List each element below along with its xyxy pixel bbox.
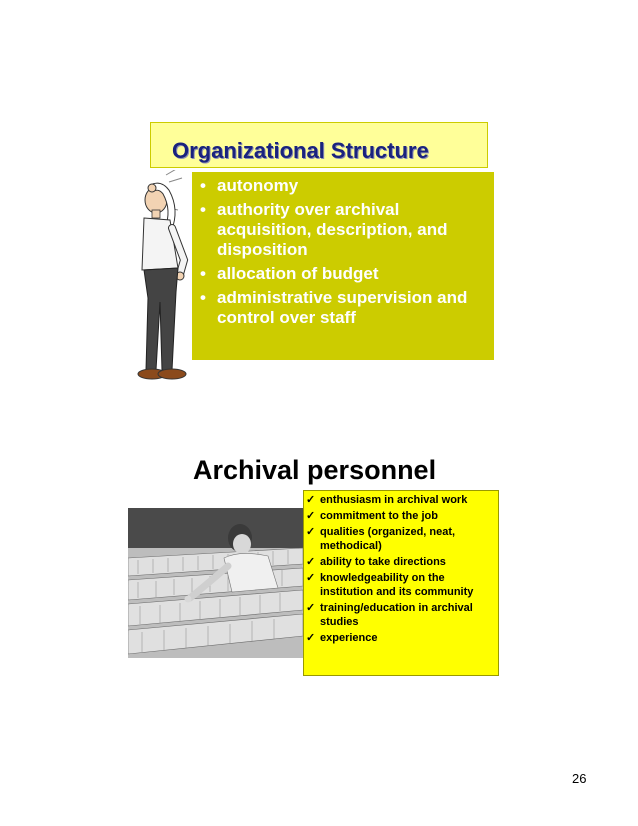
check-icon: ✓ <box>306 602 316 614</box>
slide-title: Organizational Structure <box>172 138 429 163</box>
checklist-item: ✓ enthusiasm in archival work <box>306 494 468 506</box>
bullet-item: • authority over archival acquisition, description, and disposition <box>198 200 488 260</box>
checklist-item: ✓ ability to take directions <box>306 556 446 568</box>
check-icon: ✓ <box>306 632 316 644</box>
bullet-item: • allocation of budget <box>198 264 488 284</box>
checklist-item: ✓ commitment to the job <box>306 510 438 522</box>
bullet-item: • administrative supervision and control over staff <box>198 288 488 328</box>
check-icon: ✓ <box>306 572 316 584</box>
checklist-item: ✓ knowledgeability on the institution and its community <box>306 572 474 598</box>
checklist-item: ✓ training/education in archival studies <box>306 602 473 628</box>
bullet-list <box>198 176 488 332</box>
check-icon: ✓ <box>306 510 316 522</box>
check-icon: ✓ <box>306 526 316 538</box>
checklist-item: ✓ experience <box>306 632 378 644</box>
check-icon: ✓ <box>306 494 316 506</box>
checklist-item: ✓ qualities (organized, neat, methodical) <box>306 526 456 552</box>
bullet-item: • autonomy <box>198 176 488 196</box>
page-number: 26 <box>572 771 587 786</box>
checklist <box>306 493 498 647</box>
check-icon: ✓ <box>306 556 316 568</box>
slide2-title: Archival personnel <box>193 455 437 485</box>
archivist-photo <box>128 508 303 658</box>
